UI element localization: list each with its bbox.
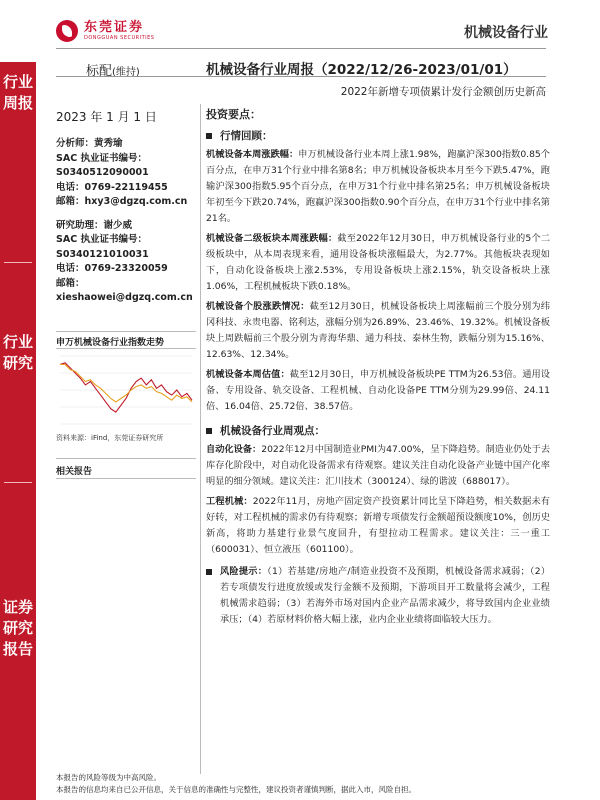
automation-paragraph (206, 442, 550, 490)
assistant-label: 研究助理： (56, 219, 104, 231)
index-trend-chart (56, 352, 196, 430)
automation-body: 2022年12月中国制造业PMI为47.00%，呈下降趋势。制造业仍处于去库存化阶段中，对自动化设备需求有待观察。建议关注自动化设备产业链中国产化率明显的细分领域。建议关注：汇川技术（300124）、绿的谐波（688017）。 (206, 444, 551, 487)
right-column (206, 106, 550, 628)
rating-note: (维持) (112, 67, 140, 78)
page-header (0, 0, 600, 52)
assistant-mail-label: 邮箱： (56, 277, 85, 289)
valuation-paragraph (206, 367, 550, 415)
chart-title-rule (56, 348, 196, 349)
valuation-head: 机械设备本周估值： (206, 369, 290, 380)
industry-view-head: 机械设备行业周观点： (220, 425, 325, 437)
square-bullet-icon (206, 133, 212, 139)
assistant-tel-label: 电话： (56, 263, 85, 274)
band-divider (4, 482, 32, 483)
analyst-name: 黄秀瑜 (94, 138, 123, 149)
analyst-info (56, 137, 194, 306)
risk-body: （1）若基建/房地产/制造业投资不及预期，机械设备需求减弱；（2）若专项债发行进度放缓或发行金额不及预期，下游项目开工数量将会减少，工程机械需求趋弱；（3）若海外市场对国内企业产品需求减少，将导致国内企业业绩承压；（4）若原材料价格大幅上涨，业内企业业绩将面临较大压力。 (220, 566, 551, 625)
chart-source: 资料来源：iFind，东莞证券研究所 (56, 434, 164, 442)
weekly-change-paragraph (206, 147, 550, 227)
report-date: 2023 年 1 月 1 日 (56, 110, 157, 124)
market-review-head: 行情回顾： (220, 130, 273, 142)
related-reports: 相关报告 (56, 467, 93, 477)
page-footer (56, 772, 556, 796)
stock-change-body: 截至12月30日，机械设备板块上周涨幅前三个股分别为纬冈科技、永贵电器、铭利达，涨幅分别为26.89%、23.46%、19.32%。机械设备板块上周跌幅前三个股分别为青海华鼎、通力科技、泰林生物，跌幅分别为15.16%、12.63%、12.34%。 (206, 301, 550, 360)
header-divider (56, 48, 546, 49)
analyst-mail-label: 邮箱： (56, 196, 85, 207)
band-divider (4, 262, 32, 263)
subsector-head: 机械设备二级板块本周涨跌幅： (206, 233, 338, 244)
assistant-mail[interactable]: xieshaowei@dgzq.com.cn (56, 292, 193, 303)
square-bullet-icon (206, 569, 212, 575)
risk-paragraph (220, 564, 550, 628)
chart-top-rule (56, 331, 196, 332)
disclaimer-note: 本报告的信息均来自已公开信息，关于信息的准确性与完整性，建议投资者谨慎判断，据此入市，风险自担。 (56, 785, 416, 794)
column-divider (200, 104, 201, 774)
weekly-change-head: 机械设备本周涨跌幅： (206, 149, 299, 160)
risk-head: 风险提示： (220, 566, 268, 577)
logo-icon (56, 20, 78, 42)
chart-series-line-1 (60, 365, 192, 402)
valuation-body: 截至12月30日，申万机械设备板块PE TTM为26.53倍。通用设备、专用设备、轨交设备、工程机械、自动化设备PE TTM分别为29.99倍、24.11倍、16.04倍、25.72倍、38.57倍。 (206, 369, 550, 412)
subsector-paragraph (206, 231, 550, 295)
band-section-report: 证券研究报告 (2, 598, 33, 658)
company-logo (56, 20, 154, 42)
risk-section (206, 564, 550, 628)
construction-machinery-paragraph (206, 494, 550, 558)
assistant-sac: S0340121010031 (56, 248, 149, 260)
construction-machinery-body: 2022年11月，房地产固定资产投资累计同比呈下降趋势，相关数据未有好转，对工程机械的需求仍有待观察；新增专项债发行金额超预设额度10%，创历史新高，将助力基建行业景气度回升，有望拉动工程需求。建议关注：三一重工（600031）、恒立液压（601100）。 (206, 496, 550, 555)
industry-view-section (206, 423, 550, 438)
analyst-sac: S0340512090001 (56, 167, 149, 178)
industry-label: 机械设备行业 (464, 25, 548, 41)
analyst-mail[interactable]: hxy3@dgzq.com.cn (84, 196, 188, 207)
related-bottom-rule (56, 478, 196, 479)
weekly-change-body: 申万机械设备行业本周上涨1.98%，跑赢沪深300指数0.85个百分点，在申万31个行业中排名第8名；申万机械设备板块本月至今下跌5.47%，跑输沪深300指数5.95个百分点，在申万31个行业中排名第25名；申万机械设备板块年初至今下跌20.74%，跑赢沪深300指数0.90个百分点，在申万31个行业中排名第21名。 (206, 149, 550, 224)
subsector-body: 截至2022年12月30日，申万机械设备行业的5个二级板块中，从本周表现来看，通用设备板块涨幅最大，为2.77%。其他板块表现如下，自动化设备板块上涨2.53%，专用设备板块上涨2.15%，轨交设备板块上涨1.06%，工程机械板块下跌0.18%。 (206, 233, 551, 292)
stock-change-head: 机械设备个股涨跌情况： (206, 301, 310, 312)
assistant-sac-label: SAC 执业证书编号： (56, 234, 147, 245)
report-subtitle: 2022年新增专项债累计发行金额创历史新高 (340, 86, 546, 98)
band-section-research: 行业研究 (2, 333, 33, 372)
construction-machinery-head: 工程机械： (206, 496, 253, 507)
rating (86, 60, 140, 79)
analyst-tel: 0769-22119455 (84, 181, 168, 193)
side-band (0, 62, 36, 800)
chart-title: 申万机械设备行业指数走势 (56, 338, 165, 348)
analyst-tel-label: 电话： (56, 181, 85, 193)
analyst-label: 分析师： (56, 138, 95, 149)
risk-level-note: 本报告的风险等级为中高风险。 (56, 773, 161, 782)
square-bullet-icon (206, 428, 212, 434)
stock-change-paragraph (206, 299, 550, 363)
rating-value: 标配 (86, 64, 113, 79)
band-section-weekly: 行业周报 (2, 73, 33, 112)
index-trend-svg (56, 352, 196, 430)
related-top-rule (56, 458, 196, 459)
left-column (56, 104, 194, 306)
investment-highlights-title: 投资要点： (206, 108, 261, 121)
automation-head: 自动化设备： (206, 444, 262, 455)
assistant-name: 谢少威 (103, 219, 133, 231)
logo-cn-text: 东莞证券 (84, 19, 145, 35)
logo-en-text: DONGGUAN SECURITIES (84, 34, 155, 41)
chart-series-line-0 (60, 363, 192, 412)
analyst-sac-label: SAC 执业证书编号： (56, 152, 147, 164)
assistant-tel: 0769-23320059 (84, 263, 168, 274)
report-title: 机械设备行业周报（2022/12/26-2023/01/01） (206, 62, 517, 78)
market-review-section (206, 128, 550, 143)
